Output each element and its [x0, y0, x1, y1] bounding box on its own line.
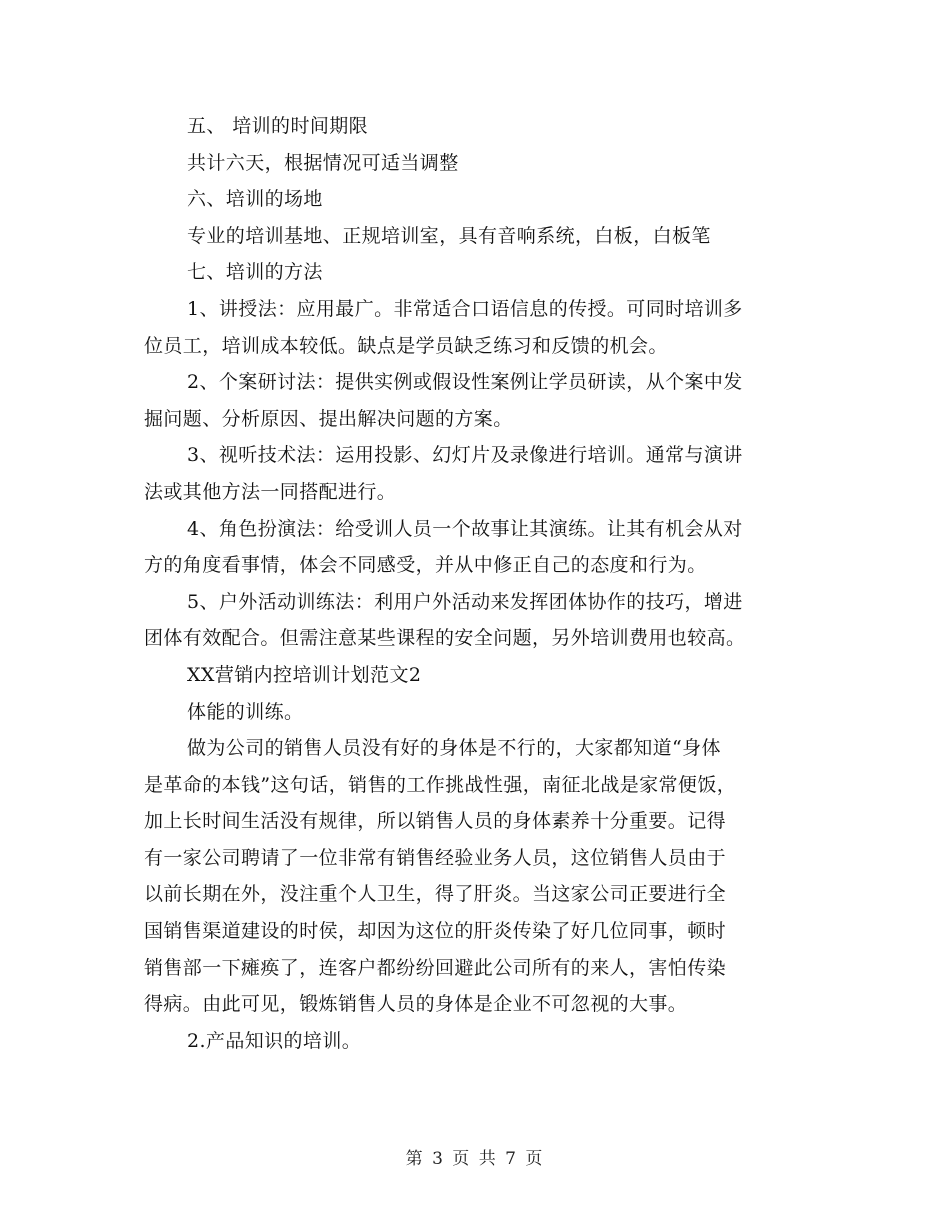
text-line: 七、培训的方法	[187, 261, 323, 284]
text-line: 法或其他方法一同搭配进行。	[144, 480, 397, 503]
text-line: 做为公司的销售人员没有好的身体是不行的，大家都知道“身体	[187, 737, 721, 760]
text-line: 有一家公司聘请了一位非常有销售经验业务人员，这位销售人员由于	[144, 846, 727, 869]
document-body	[144, 108, 809, 1059]
text-line: 1、讲授法：应用最广。非常适合口语信息的传授。可同时培训多	[187, 297, 743, 320]
text-line: 六、培训的场地	[187, 188, 323, 211]
text-line: 专业的培训基地、正规培训室，具有音响系统，白板，白板笔	[187, 224, 711, 247]
text-line: 2.产品知识的培训。	[187, 1029, 362, 1052]
text-line: 销售部一下瘫痪了，连客户都纷纷回避此公司所有的来人，害怕传染	[144, 956, 727, 979]
text-line: 掘问题、分析原因、提出解决问题的方案。	[144, 407, 513, 430]
text-line: 共计六天，根据情况可适当调整	[187, 151, 459, 174]
text-line: 以前长期在外，没注重个人卫生，得了肝炎。当这家公司正要进行全	[144, 883, 727, 906]
text-line: 是革命的本钱”这句话，销售的工作挑战性强，南征北战是家常便饭，	[144, 773, 737, 796]
text-line: 5、户外活动训练法：利用户外活动来发挥团体协作的技巧，增进	[187, 590, 743, 613]
text-line: 加上长时间生活没有规律，所以销售人员的身体素养十分重要。记得	[144, 810, 727, 833]
text-line: 五、 培训的时间期限	[187, 115, 369, 137]
text-line: 团体有效配合。但需注意某些课程的安全问题，另外培训费用也较高。	[144, 627, 746, 650]
text-line: 得病。由此可见，锻炼销售人员的身体是企业不可忽视的大事。	[144, 993, 688, 1016]
text-line: 方的角度看事情，体会不同感受，并从中修正自己的态度和行为。	[144, 554, 707, 577]
text-line: 4、角色扮演法：给受训人员一个故事让其演练。让其有机会从对	[187, 517, 743, 540]
page-number-footer: 第 3 页 共 7 页	[405, 1149, 545, 1169]
text-line: 2、个案研讨法：提供实例或假设性案例让学员研读，从个案中发	[187, 371, 743, 394]
text-line: 国销售渠道建设的时侯，却因为这位的肝炎传染了好几位同事，顿时	[144, 920, 727, 943]
text-line: 位员工，培训成本较低。缺点是学员缺乏练习和反馈的机会。	[144, 334, 668, 357]
text-line: 3、视听技术法：运用投影、幻灯片及录像进行培训。通常与演讲	[187, 444, 743, 467]
text-line: 体能的训练。	[187, 700, 304, 723]
text-line: XX营销内控培训计划范文2	[187, 663, 422, 686]
